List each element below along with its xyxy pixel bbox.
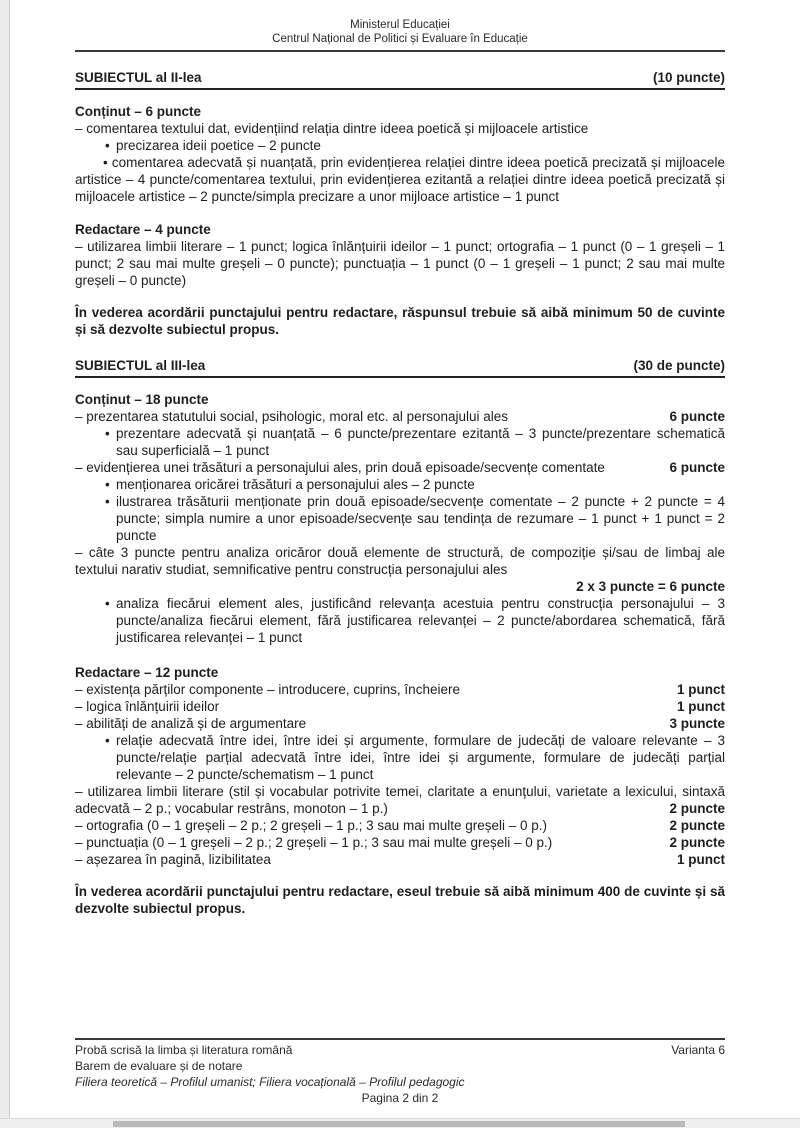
subject3-content-bullet-1: • prezentare adecvată și nuanțată – 6 puncte/prezentare ezitantă – 3 puncte/prezentare schematică sau superficială – 1 punct: [103, 425, 725, 459]
subject3-redactare-item3-text: – abilități de analiză și de argumentare: [75, 716, 307, 731]
subject3-redactare-item2-text: – logica înlănțuirii ideilor: [75, 699, 220, 714]
footer-filiera: Filiera teoretică – Profilul umanist; Filiera vocațională – Profilul pedagogic: [75, 1075, 465, 1089]
subject3-redactare-item4-text: – utilizarea limbii literare (stil și vocabular potrivite temei, claritate a enunțului, varietate a lexicului, sintaxă adecvată – 2 p.; vocabular restrâns, monoton – 1 p.): [75, 784, 725, 816]
subject2-content-heading: Conținut – 6 puncte: [75, 104, 201, 119]
subject3-redactare-item6-text: – punctuația (0 – 1 greșeli – 2 p.; 2 greșeli – 1 p.; 3 sau mai multe greșeli – 0 p.): [75, 835, 553, 850]
subject2-title-row: [75, 69, 725, 90]
subject3-redactare-item2-points: 1 punct: [676, 699, 725, 714]
subject2-content-bullet-2: • comentarea adecvată și nuanțată, prin evidențierea relației dintre ideea poetică precizată și mijloacele artistice – 4 puncte/comentarea textului, prin evidențierea ezitantă a relației dintre ideea poetică precizată și mijloacele artistice – 2 puncte/simpla precizare a unor mijloace artistice – 1 punct: [75, 154, 725, 205]
subject2-content-bullet-1: • precizarea ideii poetice – 2 puncte: [103, 137, 725, 154]
subject3-redactare-item-1: [75, 681, 725, 698]
footer-exam-row: [75, 1042, 725, 1058]
footer-page-number: Pagina 2 din 2: [361, 1091, 439, 1105]
subject3-title-row: [75, 357, 725, 378]
footer-variant: Varianta 6: [671, 1043, 725, 1057]
subject3-redactare-item5-text: – ortografia (0 – 1 greșeli – 2 p.; 2 greșeli – 1 p.; 3 sau mai multe greșeli – 0 p.): [75, 818, 547, 833]
subject3-content-item-3: – câte 3 puncte pentru analiza oricăror două elemente de structură, de compoziție și/sau de limbaj ale textului narativ studiat, semnificative pentru construcția personajului ales: [75, 545, 725, 577]
subject3-item2-text: – evidențierea unei trăsături a personajului ales, prin două episoade/secvențe comentate: [75, 460, 605, 475]
whitespace-spacer: [75, 917, 725, 1038]
subject3-redactare-item-7: [75, 851, 725, 868]
center-name: Centrul Național de Politici și Evaluare în Educație: [272, 33, 528, 45]
subject3-redactare-item1-points: 1 punct: [676, 682, 725, 697]
subject3-redactare-item1-text: – existența părților componente – introducere, cuprins, încheiere: [75, 682, 460, 697]
footer-divider: [75, 1038, 725, 1040]
subject2-note: În vederea acordării punctajului pentru redactare, răspunsul trebuie să aibă minimum 50 de cuvinte și să dezvolte subiectul propus.: [75, 305, 725, 337]
subject3-redactare-item-4: [75, 783, 725, 817]
subject2-redactare-item: – utilizarea limbii literare – 1 punct; logica înlănțuirii ideilor – 1 punct; ortografia – 1 punct (0 – 1 greșeli – 1 punct; 2 sau mai multe greșeli – 0 puncte); punctuația – 1 punct (0 – 1 greșeli – 1 punct; 2 sau mai multe greșeli – 0 puncte): [75, 239, 725, 288]
header-divider: [75, 50, 725, 52]
subject3-content-item-2: [75, 459, 725, 476]
subject2-redactare-heading: Redactare – 4 puncte: [75, 222, 211, 237]
page-edge-strip: [0, 0, 10, 1118]
subject3-redactare-heading: Redactare – 12 puncte: [75, 665, 219, 680]
subject3-redactare-item4-points: 2 puncte: [669, 801, 725, 816]
horizontal-scrollbar-thumb[interactable]: [113, 1121, 685, 1127]
horizontal-scrollbar[interactable]: [0, 1118, 800, 1128]
subject3-content-heading: Conținut – 18 puncte: [75, 392, 209, 407]
subject3-redactare-item5-points: 2 puncte: [669, 818, 725, 833]
subject2-points: (10 puncte): [652, 70, 725, 85]
subject3-item2-points: 6 puncte: [669, 460, 725, 475]
subject3-redactare-item3-points: 3 puncte: [669, 716, 725, 731]
subject3-title: SUBIECTUL al III-lea: [75, 358, 206, 373]
subject3-content-bullet-3: • ilustrarea trăsăturii menționate prin două episoade/secvențe comentate – 2 puncte + 2 puncte = 4 puncte; simpla numire a unor episoade/secvențe sau tendința de rezumare – 1 punct + 1 punct = 2 puncte: [103, 493, 725, 544]
subject3-redactare-item-3: [75, 715, 725, 732]
subject3-redactare-item7-text: – așezarea în pagină, lizibilitatea: [75, 852, 271, 867]
subject3-item3-points: 2 x 3 puncte = 6 puncte: [576, 579, 725, 594]
document-footer: [75, 1038, 725, 1106]
subject3-redactare-item7-points: 1 punct: [676, 852, 725, 867]
footer-barem: Barem de evaluare și de notare: [75, 1059, 243, 1073]
subject2-content-item: – comentarea textului dat, evidențiind relația dintre ideea poetică și mijloacele artistice: [75, 121, 589, 136]
subject3-content-bullet-4: • analiza fiecărui element ales, justificând relevanța acestuia pentru construcția personajului – 3 puncte/analiza fiecărui element, fără justificarea relevanței – 2 puncte/abordarea schematică, fără justificarea relevanței – 1 punct: [103, 595, 725, 646]
subject3-note: În vederea acordării punctajului pentru redactare, eseul trebuie să aibă minimum 400 de cuvinte și să dezvolte subiectul propus.: [75, 884, 725, 916]
subject3-content-item-1: [75, 408, 725, 425]
subject3-item1-text: – prezentarea statutului social, psihologic, moral etc. al personajului ales: [75, 409, 508, 424]
subject3-redactare-item-2: [75, 698, 725, 715]
subject3-redactare-item6-points: 2 puncte: [669, 835, 725, 850]
footer-exam-name: Probă scrisă la limba și literatura română: [75, 1043, 293, 1057]
subject2-title: SUBIECTUL al II-lea: [75, 70, 202, 85]
subject3-content-bullet-2: • menționarea oricărei trăsături a personajului ales – 2 puncte: [103, 476, 725, 493]
subject3-points: (30 de puncte): [633, 358, 725, 373]
subject3-redactare-item-5: [75, 817, 725, 834]
ministry-name: Ministerul Educației: [350, 19, 450, 31]
subject3-redactare-item-6: [75, 834, 725, 851]
subject3-item1-points: 6 puncte: [669, 409, 725, 424]
subject3-redactare-bullet-1: • relație adecvată între idei, între idei și argumente, formulare de judecăți de valoare relevante – 3 puncte/relație parțial adecvată între idei, între idei și argumente, formulare de judecăți parțial relevante – 2 puncte/schematism – 1 punct: [103, 732, 725, 783]
document-header: [75, 18, 725, 46]
